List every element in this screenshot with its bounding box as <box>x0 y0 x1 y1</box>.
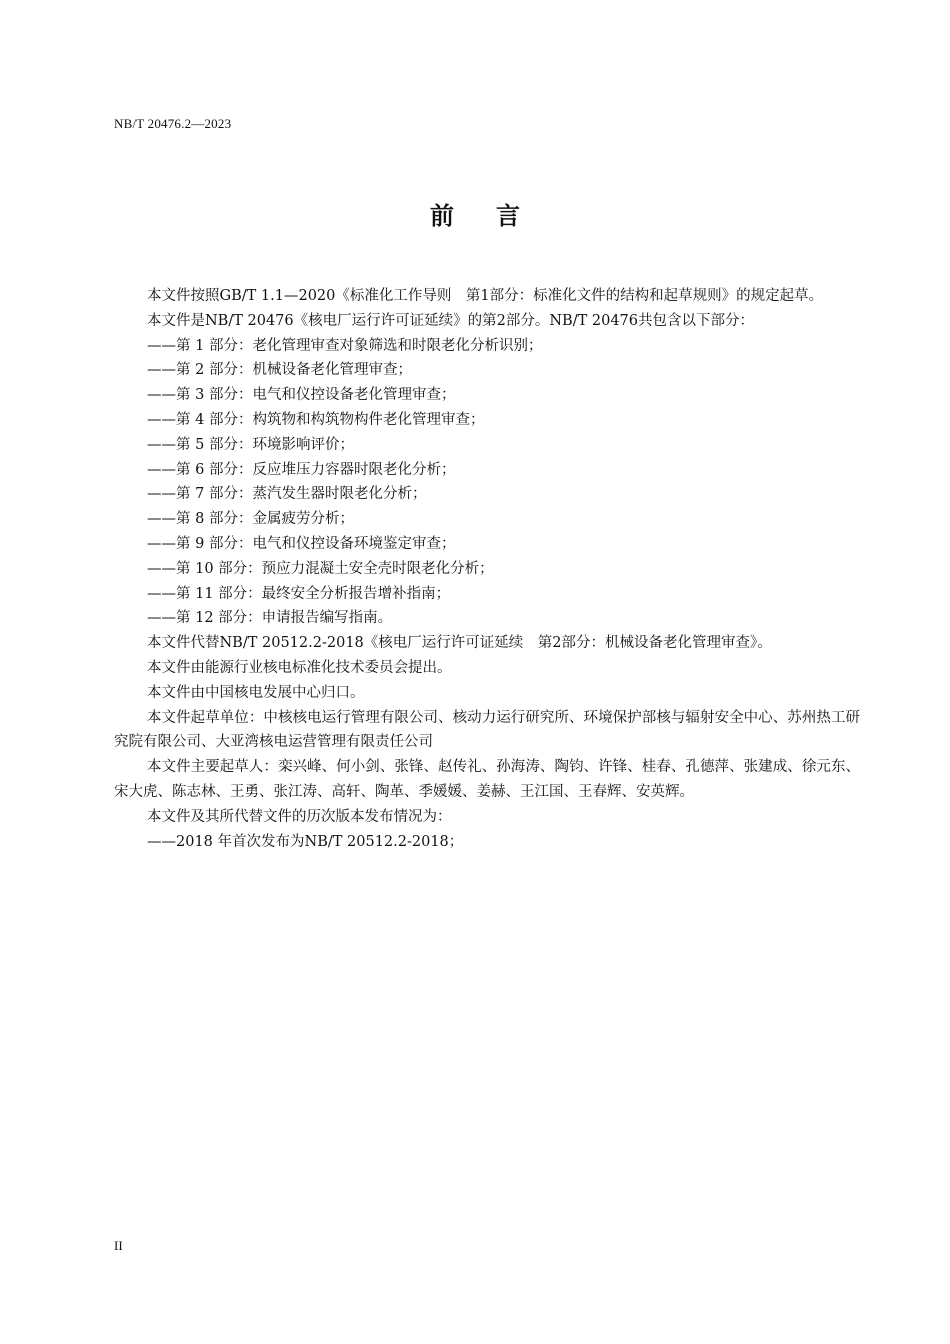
list-item: ——第 11 部分：最终安全分析报告增补指南； <box>147 585 451 602</box>
list-item: ——2018 年首次发布为NB/T 20512.2-2018； <box>147 833 464 850</box>
foreword-body <box>114 284 860 854</box>
list-item: ——第 9 部分：电气和仪控设备环境鉴定审查； <box>147 535 456 552</box>
page-title: 前言 <box>430 201 562 230</box>
list-item: ——第 2 部分：机械设备老化管理审查； <box>147 362 412 379</box>
paragraph: 本文件起草单位：中核核电运行管理有限公司、核动力运行研究所、环境保护部核与辐射安全中心、苏州热工研究院有限公司、大亚湾核电运营管理有限责任公司 <box>114 709 860 751</box>
paragraph: 本文件由能源行业核电标准化技术委员会提出。 <box>147 659 452 676</box>
paragraph: 本文件主要起草人：栾兴峰、何小剑、张锋、赵传礼、孙海涛、陶钧、许锋、桂春、孔德萍、张建成、徐元东、宋大虎、陈志林、王勇、张江涛、高轩、陶革、季媛媛、姜赫、王江国、王春辉、安英辉。 <box>114 759 860 800</box>
list-item: ——第 12 部分：申请报告编写指南。 <box>147 610 393 627</box>
list-item: ——第 10 部分：预应力混凝土安全壳时限老化分析； <box>147 560 494 577</box>
paragraph: 本文件是NB/T 20476《核电厂运行许可证延续》的第2部分。NB/T 20476共包含以下部分： <box>147 312 754 329</box>
paragraph: 本文件由中国核电发展中心归口。 <box>147 684 365 701</box>
paragraph: 本文件及其所代替文件的历次版本发布情况为： <box>147 808 452 825</box>
list-item: ——第 3 部分：电气和仪控设备老化管理审查； <box>147 387 456 404</box>
paragraph: 本文件代替NB/T 20512.2-2018《核电厂运行许可证延续 第2部分：机械设备老化管理审查》。 <box>147 635 772 652</box>
page-number: II <box>114 1238 123 1253</box>
document-code: NB/T 20476.2—2023 <box>114 116 232 131</box>
list-item: ——第 4 部分：构筑物和构筑物构件老化管理审查； <box>147 411 485 428</box>
list-item: ——第 5 部分：环境影响评价； <box>147 436 354 453</box>
list-item: ——第 1 部分：老化管理审查对象筛选和时限老化分析识别； <box>147 337 543 354</box>
list-item: ——第 8 部分：金属疲劳分析； <box>147 511 354 528</box>
list-item: ——第 6 部分：反应堆压力容器时限老化分析； <box>147 461 456 478</box>
list-item: ——第 7 部分：蒸汽发生器时限老化分析； <box>147 486 427 503</box>
paragraph: 本文件按照GB/T 1.1—2020《标准化工作导则 第1部分：标准化文件的结构和起草规则》的规定起草。 <box>147 288 824 304</box>
